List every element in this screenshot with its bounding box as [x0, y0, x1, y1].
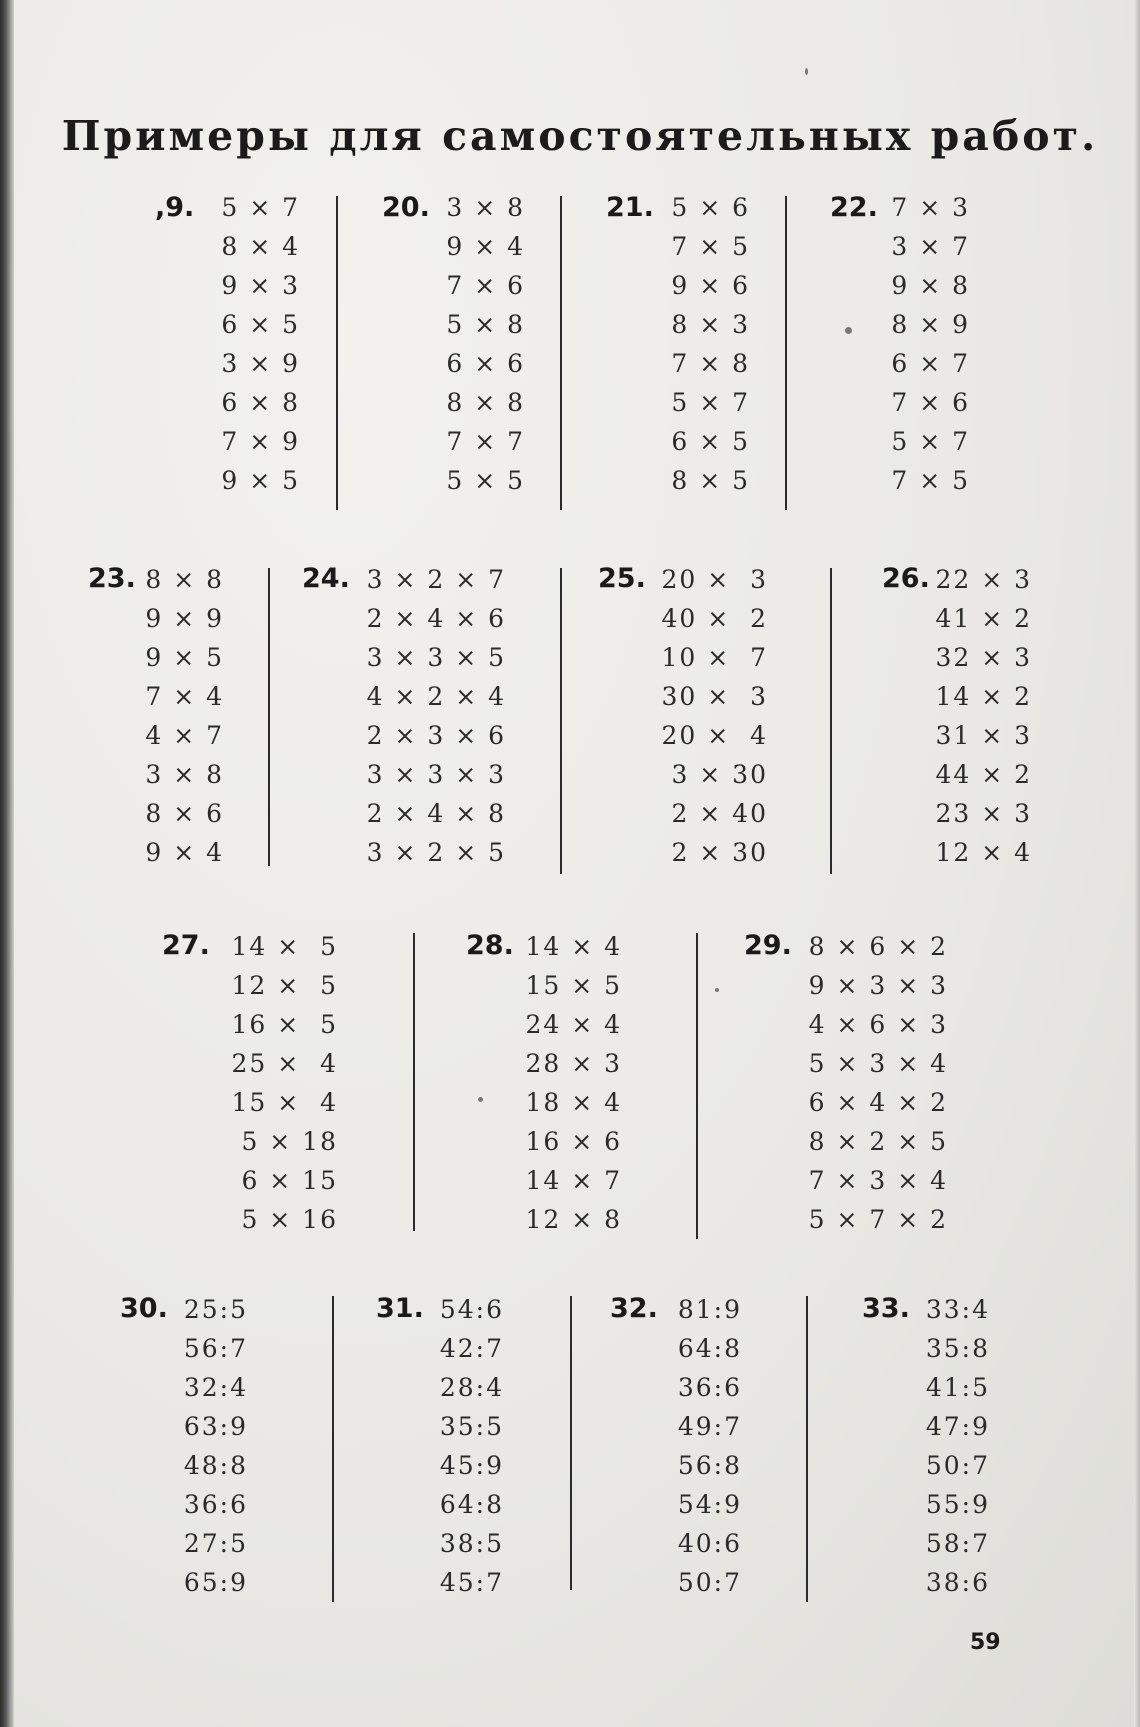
exercise-item: 8 × 4 — [221, 232, 300, 261]
exercise-item: 23 × 3 — [935, 799, 1032, 828]
exercise-item: 45:9 — [439, 1451, 504, 1480]
exercise-item: 4 × 6 × 3 — [808, 1010, 948, 1039]
exercise-number: 33. — [862, 1293, 910, 1324]
exercise-list — [172, 1290, 248, 1602]
exercise-item: 14 × 5 — [231, 932, 338, 961]
exercise-item: 58:7 — [925, 1529, 990, 1558]
exercise-item: 5 × 7 — [671, 388, 750, 417]
exercise-list — [220, 927, 338, 1239]
exercise-item: 7 × 6 — [891, 388, 970, 417]
exercise-item: 5 × 7 — [891, 427, 970, 456]
exercise-item: 38:6 — [925, 1568, 990, 1597]
exercise-item: 3 × 9 — [221, 349, 300, 378]
exercise-item: 9 × 9 — [145, 604, 224, 633]
exercise-item: 41 × 2 — [935, 604, 1032, 633]
exercise-item: 30 × 3 — [661, 682, 768, 711]
exercise-item: 3 × 8 — [446, 193, 525, 222]
exercise-number: ,9. — [155, 192, 195, 223]
exercise-number: 25. — [598, 563, 646, 594]
exercise-item: 8 × 6 — [145, 799, 224, 828]
exercise-item: 6 × 15 — [241, 1166, 338, 1195]
exercise-item: 41:5 — [925, 1373, 990, 1402]
page-number: 59 — [970, 1630, 1001, 1655]
exercise-item: 2 × 40 — [671, 799, 768, 828]
exercise-item: 32 × 3 — [935, 643, 1032, 672]
exercise-item: 9 × 8 — [891, 271, 970, 300]
exercise-item: 8 × 6 × 2 — [808, 932, 948, 961]
exercise-item: 7 × 6 — [446, 271, 525, 300]
exercise-number: 31. — [376, 1293, 424, 1324]
exercise-item: 20 × 3 — [661, 565, 768, 594]
exercise-list — [875, 188, 970, 500]
exercise-item: 5 × 8 — [446, 310, 525, 339]
exercise-item: 14 × 7 — [525, 1166, 622, 1195]
exercise-list — [932, 560, 1032, 872]
exercise-item: 2 × 3 × 6 — [366, 721, 506, 750]
exercise-item: 33:4 — [925, 1295, 990, 1324]
exercise-item: 9 × 5 — [221, 466, 300, 495]
exercise-item: 7 × 4 — [145, 682, 224, 711]
exercise-item: 64:8 — [677, 1334, 742, 1363]
exercise-item: 12 × 5 — [231, 971, 338, 1000]
exercise-item: 25:5 — [183, 1295, 248, 1324]
page-binding-shadow — [0, 0, 14, 1727]
column-divider — [830, 568, 832, 874]
exercise-item: 44 × 2 — [935, 760, 1032, 789]
exercise-item: 54:6 — [439, 1295, 504, 1324]
exercise-item: 35:5 — [439, 1412, 504, 1441]
exercise-list — [666, 1290, 742, 1602]
exercise-item: 8 × 2 × 5 — [808, 1127, 948, 1156]
exercise-number: 28. — [466, 930, 514, 961]
exercise-item: 8 × 3 — [671, 310, 750, 339]
exercise-item: 7 × 3 — [891, 193, 970, 222]
exercise-item: 16 × 6 — [525, 1127, 622, 1156]
exercise-item: 15 × 5 — [525, 971, 622, 1000]
exercise-item: 6 × 6 — [446, 349, 525, 378]
exercise-item: 9 × 5 — [145, 643, 224, 672]
exercise-item: 6 × 4 × 2 — [808, 1088, 948, 1117]
exercise-item: 55:9 — [925, 1490, 990, 1519]
exercise-item: 36:6 — [183, 1490, 248, 1519]
exercise-item: 9 × 4 — [446, 232, 525, 261]
exercise-item: 3 × 2 × 7 — [366, 565, 506, 594]
column-divider — [336, 196, 338, 510]
print-speck — [715, 988, 719, 992]
exercise-item: 4 × 7 — [145, 721, 224, 750]
exercise-list — [132, 560, 224, 872]
column-divider — [785, 196, 787, 510]
print-speck — [805, 68, 808, 75]
exercise-item: 35:8 — [925, 1334, 990, 1363]
exercise-item: 22 × 3 — [935, 565, 1032, 594]
exercise-item: 56:7 — [183, 1334, 248, 1363]
exercise-item: 6 × 5 — [221, 310, 300, 339]
exercise-item: 9 × 3 — [221, 271, 300, 300]
exercise-number: 24. — [302, 563, 350, 594]
exercise-item: 5 × 7 × 2 — [808, 1205, 948, 1234]
exercise-item: 45:7 — [439, 1568, 504, 1597]
exercise-number: 23. — [88, 563, 136, 594]
exercise-item: 18 × 4 — [525, 1088, 622, 1117]
exercise-item: 3 × 2 × 5 — [366, 838, 506, 867]
column-divider — [696, 933, 698, 1239]
column-divider — [268, 568, 270, 866]
exercise-item: 12 × 8 — [525, 1205, 622, 1234]
print-speck — [478, 1097, 483, 1102]
exercise-item: 8 × 9 — [891, 310, 970, 339]
exercise-item: 6 × 7 — [891, 349, 970, 378]
column-divider — [806, 1296, 808, 1602]
exercise-item: 12 × 4 — [935, 838, 1032, 867]
exercise-item: 28 × 3 — [525, 1049, 622, 1078]
exercise-number: 32. — [610, 1293, 658, 1324]
exercise-number: 26. — [882, 563, 930, 594]
page-title: Примеры для самостоятельных работ. — [61, 112, 1099, 160]
exercise-item: 64:8 — [439, 1490, 504, 1519]
exercise-item: 27:5 — [183, 1529, 248, 1558]
exercise-item: 49:7 — [677, 1412, 742, 1441]
print-speck — [845, 327, 852, 334]
exercise-list — [914, 1290, 990, 1602]
exercise-item: 5 × 18 — [241, 1127, 338, 1156]
exercise-item: 31 × 3 — [935, 721, 1032, 750]
exercise-list — [200, 188, 300, 500]
exercise-list — [425, 188, 525, 500]
exercise-item: 7 × 7 — [446, 427, 525, 456]
exercise-number: 27. — [162, 930, 210, 961]
exercise-item: 40:6 — [677, 1529, 742, 1558]
exercise-item: 14 × 2 — [935, 682, 1032, 711]
exercise-item: 54:9 — [677, 1490, 742, 1519]
exercise-item: 47:9 — [925, 1412, 990, 1441]
exercise-item: 63:9 — [183, 1412, 248, 1441]
column-divider — [560, 568, 562, 874]
exercise-item: 48:8 — [183, 1451, 248, 1480]
exercise-item: 81:9 — [677, 1295, 742, 1324]
exercise-item: 8 × 8 — [145, 565, 224, 594]
exercise-number: 29. — [744, 930, 792, 961]
exercise-item: 9 × 6 — [671, 271, 750, 300]
exercise-item: 3 × 30 — [671, 760, 768, 789]
exercise-item: 8 × 8 — [446, 388, 525, 417]
exercise-item: 2 × 30 — [671, 838, 768, 867]
exercise-item: 7 × 5 — [891, 466, 970, 495]
exercise-item: 56:8 — [677, 1451, 742, 1480]
exercise-item: 6 × 8 — [221, 388, 300, 417]
exercise-item: 25 × 4 — [231, 1049, 338, 1078]
exercise-list — [650, 188, 750, 500]
exercise-list — [522, 927, 622, 1239]
exercise-item: 42:7 — [439, 1334, 504, 1363]
exercise-item: 3 × 3 × 5 — [366, 643, 506, 672]
column-divider — [560, 196, 562, 510]
exercise-item: 9 × 3 × 3 — [808, 971, 948, 1000]
exercise-item: 7 × 5 — [671, 232, 750, 261]
page-edge-shadow — [1134, 0, 1140, 1727]
exercise-item: 15 × 4 — [231, 1088, 338, 1117]
exercise-item: 2 × 4 × 6 — [366, 604, 506, 633]
exercise-item: 9 × 4 — [145, 838, 224, 867]
exercise-item: 40 × 2 — [661, 604, 768, 633]
exercise-number: 30. — [120, 1293, 168, 1324]
exercise-item: 3 × 7 — [891, 232, 970, 261]
exercise-list — [428, 1290, 504, 1602]
exercise-item: 50:7 — [677, 1568, 742, 1597]
exercise-item: 10 × 7 — [661, 643, 768, 672]
exercise-item: 32:4 — [183, 1373, 248, 1402]
exercise-item: 8 × 5 — [671, 466, 750, 495]
exercise-item: 28:4 — [439, 1373, 504, 1402]
exercise-item: 5 × 3 × 4 — [808, 1049, 948, 1078]
exercise-number: 21. — [606, 192, 654, 223]
exercise-item: 6 × 5 — [671, 427, 750, 456]
exercise-item: 16 × 5 — [231, 1010, 338, 1039]
exercise-item: 5 × 7 — [221, 193, 300, 222]
exercise-item: 20 × 4 — [661, 721, 768, 750]
column-divider — [332, 1296, 334, 1602]
exercise-item: 24 × 4 — [525, 1010, 622, 1039]
exercise-list — [800, 927, 948, 1239]
exercise-item: 4 × 2 × 4 — [366, 682, 506, 711]
exercise-item: 3 × 3 × 3 — [366, 760, 506, 789]
exercise-item: 50:7 — [925, 1451, 990, 1480]
exercise-item: 14 × 4 — [525, 932, 622, 961]
exercise-item: 5 × 16 — [241, 1205, 338, 1234]
exercise-item: 7 × 8 — [671, 349, 750, 378]
exercise-item: 38:5 — [439, 1529, 504, 1558]
exercise-item: 2 × 4 × 8 — [366, 799, 506, 828]
exercise-number: 22. — [830, 192, 878, 223]
exercise-item: 3 × 8 — [145, 760, 224, 789]
exercise-item: 65:9 — [183, 1568, 248, 1597]
exercise-list — [650, 560, 768, 872]
exercise-list — [358, 560, 506, 872]
exercise-item: 7 × 3 × 4 — [808, 1166, 948, 1195]
exercise-number: 20. — [382, 192, 430, 223]
exercise-item: 5 × 5 — [446, 466, 525, 495]
column-divider — [570, 1296, 572, 1590]
exercise-item: 5 × 6 — [671, 193, 750, 222]
exercise-item: 36:6 — [677, 1373, 742, 1402]
exercise-item: 7 × 9 — [221, 427, 300, 456]
column-divider — [413, 933, 415, 1231]
